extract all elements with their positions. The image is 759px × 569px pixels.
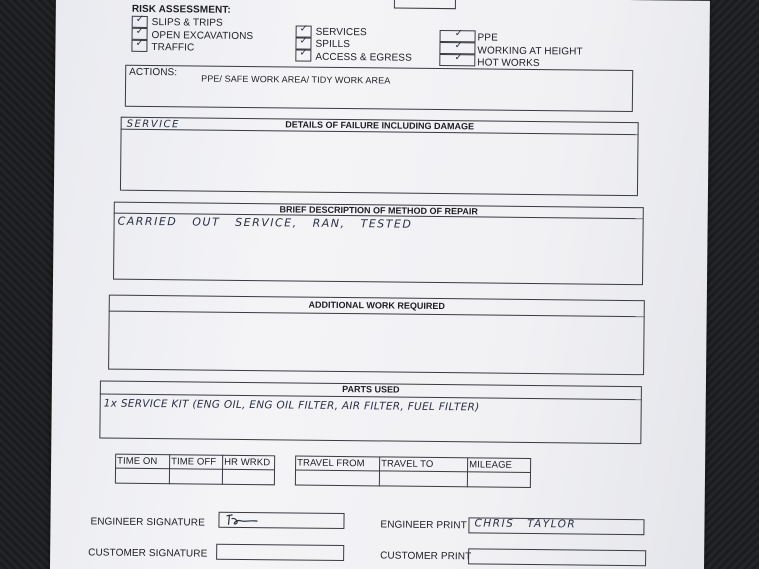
actions-box [125,65,633,112]
time-off-field[interactable] [169,469,222,485]
tick-icon: ✓ [299,35,308,47]
risk-label-traffic: TRAFFIC [151,42,195,54]
mileage-label: MILEAGE [469,459,513,471]
top-field-fragment [394,0,456,9]
engineer-print-value: CHRIS TAYLOR [474,517,577,531]
customer-signature-field[interactable] [216,544,344,561]
mileage-field[interactable] [467,472,531,488]
risk-label-spills: SPILLS [315,38,351,51]
customer-print-label: CUSTOMER PRINT [380,550,472,563]
checkbox-access-egress[interactable] [295,47,311,62]
additional-title: ADDITIONAL WORK REQUIRED [308,299,445,312]
travel-from-label: TRAVEL FROM [297,457,365,470]
engineer-signature-field[interactable] [218,512,344,529]
tick-icon: ✓ [135,13,145,25]
parts-title: PARTS USED [342,384,400,395]
engineer-signature-label: ENGINEER SIGNATURE [90,516,205,529]
risk-label-services: SERVICES [315,26,367,39]
time-on-label: TIME ON [117,455,158,468]
hr-wrkd-label: HR WRKD [224,456,271,469]
actions-label: ACTIONS: [129,66,178,79]
actions-value: PPE/ SAFE WORK AREA/ TIDY WORK AREA [201,73,391,86]
failure-handwritten: SERVICE [126,118,180,131]
risk-label-access-egress: ACCESS & EGRESS [315,51,412,64]
hr-wrkd-field[interactable] [222,470,275,486]
travel-to-label: TRAVEL TO [381,458,434,470]
risk-label-ppe: PPE [477,32,498,44]
engineer-print-label: ENGINEER PRINT [380,519,467,532]
tick-icon: ✓ [299,23,309,35]
time-off-label: TIME OFF [171,456,217,468]
risk-label-working-at-height: WORKING AT HEIGHT [477,45,583,58]
time-on-field[interactable] [115,469,169,485]
tick-icon: ✓ [299,47,308,59]
checkbox-traffic[interactable] [131,37,147,52]
tick-icon: ✓ [135,25,145,37]
risk-label-open-excavations: OPEN EXCAVATIONS [151,30,254,43]
travel-to-field[interactable] [379,471,467,487]
checkbox-hot-works[interactable] [439,54,475,66]
parts-handwritten: 1x SERVICE KIT (ENG OIL, ENG OIL FILTER, AIR FILTER, FUEL FILTER) [103,397,480,414]
travel-from-field[interactable] [295,471,379,487]
engineer-signature-mark [223,513,263,527]
failure-title: DETAILS OF FAILURE INCLUDING DAMAGE [285,119,475,132]
risk-assessment-heading: RISK ASSESSMENT: [131,3,231,16]
risk-label-hot-works: HOT WORKS [477,57,540,70]
job-sheet-paper [50,0,710,569]
risk-label-slips-trips: SLIPS & TRIPS [151,17,223,29]
customer-print-field[interactable] [468,548,646,566]
tick-icon: ✓ [135,37,144,49]
customer-signature-label: CUSTOMER SIGNATURE [88,547,208,560]
repair-handwritten: CARRIED OUT SERVICE, RAN, TESTED [117,214,413,231]
tick-icon: ✓ [454,40,463,52]
tick-icon: ✓ [454,28,464,40]
repair-title: BRIEF DESCRIPTION OF METHOD OF REPAIR [279,204,478,217]
tick-icon: ✓ [454,52,463,64]
